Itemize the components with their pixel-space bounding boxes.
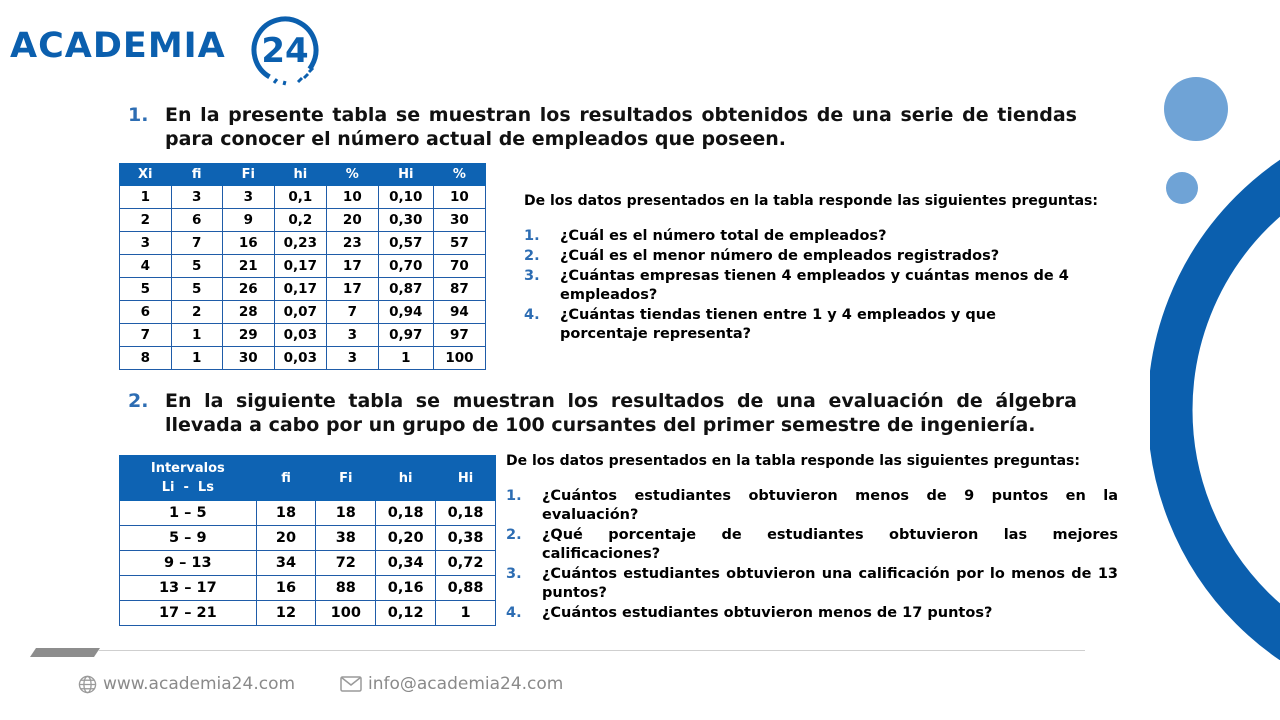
table-row: [120, 301, 486, 324]
employees-frequency-table: [119, 163, 486, 370]
table-cell: 8: [120, 347, 172, 370]
table-cell: 1: [436, 601, 496, 626]
table-row: [120, 324, 486, 347]
table-cell: 94: [433, 301, 485, 324]
table-row: [120, 601, 496, 626]
table-cell: 0,03: [274, 347, 326, 370]
decorative-circles: [1150, 60, 1280, 660]
header-cell: fi: [256, 456, 316, 501]
list-item-text: ¿Cuántas empresas tienen 4 empleados y cuántas menos de 4 empleados?: [560, 268, 1069, 303]
table-cell: 17: [326, 278, 378, 301]
header-cell: Fi: [316, 456, 376, 501]
list-item-number: 2.: [506, 527, 522, 543]
footer-email[interactable]: [340, 674, 563, 694]
list-item-text: ¿Cuántos estudiantes obtuvieron una calificación por lo menos de 13 puntos?: [542, 566, 1118, 601]
table-cell: 3: [326, 324, 378, 347]
academia24-logo: [10, 12, 330, 92]
large-blue-arc: [1170, 130, 1280, 660]
table-cell: 21: [222, 255, 274, 278]
table-cell: 1: [171, 347, 222, 370]
question-2-subquestions: [506, 453, 1118, 623]
list-item-text: ¿Cuántos estudiantes obtuvieron menos de 17 puntos?: [542, 605, 993, 621]
logo-number: 24: [261, 31, 309, 71]
table-cell: 0,87: [378, 278, 433, 301]
table-cell: 0,20: [376, 526, 436, 551]
table-cell: 18: [316, 501, 376, 526]
table-cell: 0,38: [436, 526, 496, 551]
table-row: [120, 232, 486, 255]
table-cell: 0,57: [378, 232, 433, 255]
large-light-circle: [1164, 77, 1228, 141]
table-cell: 38: [316, 526, 376, 551]
list-item-number: 4.: [524, 307, 540, 323]
table-row: [120, 186, 486, 209]
header-cell: Hi: [378, 164, 433, 186]
table-cell: 5: [120, 278, 172, 301]
table-cell: 10: [326, 186, 378, 209]
footer-website[interactable]: [78, 674, 295, 694]
table-cell: 88: [316, 576, 376, 601]
table-cell: 7: [171, 232, 222, 255]
table-cell: 9: [222, 209, 274, 232]
table-cell: 13 – 17: [120, 576, 257, 601]
header-cell: %: [326, 164, 378, 186]
table-cell: 0,88: [436, 576, 496, 601]
table-cell: 7: [120, 324, 172, 347]
list-item-number: 3.: [524, 268, 540, 284]
table-cell: 0,17: [274, 255, 326, 278]
logo-24-badge: [240, 12, 330, 92]
header-cell: Hi: [436, 456, 496, 501]
table-cell: 0,12: [376, 601, 436, 626]
list-item-text: ¿Cuántas tiendas tienen entre 1 y 4 empleados y que porcentaje representa?: [560, 307, 996, 342]
algebra-scores-table: [119, 455, 496, 626]
question-1-text: En la presente tabla se muestran los resultados obtenidos de una serie de tiendas para conocer el número actual de empleados que poseen.: [165, 104, 1077, 150]
table-cell: 7: [326, 301, 378, 324]
table-cell: 2: [120, 209, 172, 232]
list-item: [506, 604, 1118, 623]
question-2-list: [506, 487, 1118, 623]
header-intervals-line1: Intervalos: [150, 461, 225, 476]
table-cell: 0,70: [378, 255, 433, 278]
table-cell: 28: [222, 301, 274, 324]
question-2-intro: De los datos presentados en la tabla responde las siguientes preguntas:: [506, 453, 1080, 469]
list-item-number: 3.: [506, 566, 522, 582]
list-item: [506, 526, 1118, 564]
footer-divider: [98, 650, 1085, 651]
list-item-text: ¿Cuál es el menor número de empleados registrados?: [560, 248, 1000, 264]
globe-icon: [78, 675, 97, 694]
question-1-list: [524, 227, 1084, 344]
logo-wordmark: ACADEMIA: [10, 26, 226, 66]
table-cell: 1: [120, 186, 172, 209]
table-cell: 30: [433, 209, 485, 232]
table-cell: 0,97: [378, 324, 433, 347]
table-cell: 5: [171, 255, 222, 278]
table-cell: 34: [256, 551, 316, 576]
table-cell: 0,18: [376, 501, 436, 526]
table-cell: 5: [171, 278, 222, 301]
list-item-number: 1.: [506, 488, 522, 504]
table-cell: 0,2: [274, 209, 326, 232]
table-row: [120, 501, 496, 526]
table-cell: 20: [326, 209, 378, 232]
table-cell: 100: [316, 601, 376, 626]
table-cell: 3: [171, 186, 222, 209]
table-cell: 20: [256, 526, 316, 551]
list-item: [524, 306, 1084, 344]
table-row: [120, 209, 486, 232]
table-cell: 0,30: [378, 209, 433, 232]
table-cell: 6: [120, 301, 172, 324]
table-cell: 3: [120, 232, 172, 255]
table-cell: 0,34: [376, 551, 436, 576]
table-cell: 3: [222, 186, 274, 209]
table-row: [120, 278, 486, 301]
table-row: [120, 347, 486, 370]
list-item: [506, 487, 1118, 525]
table-row: [120, 576, 496, 601]
list-item-number: 4.: [506, 605, 522, 621]
table-cell: 97: [433, 324, 485, 347]
table-cell: 0,23: [274, 232, 326, 255]
header-cell: hi: [274, 164, 326, 186]
question-1-intro: De los datos presentados en la tabla responde las siguientes preguntas:: [524, 193, 1098, 209]
table-cell: 100: [433, 347, 485, 370]
website-text[interactable]: www.academia24.com: [103, 674, 296, 694]
table-cell: 12: [256, 601, 316, 626]
email-text[interactable]: info@academia24.com: [368, 674, 564, 694]
table-row: [120, 526, 496, 551]
list-item-number: 1.: [524, 228, 540, 244]
table-cell: 1: [378, 347, 433, 370]
table-cell: 0,10: [378, 186, 433, 209]
question-2-number: 2.: [128, 390, 149, 412]
table-cell: 30: [222, 347, 274, 370]
table-cell: 0,03: [274, 324, 326, 347]
table-cell: 70: [433, 255, 485, 278]
list-item: [524, 267, 1084, 305]
list-item-number: 2.: [524, 248, 540, 264]
table-cell: 16: [256, 576, 316, 601]
table-cell: 9 – 13: [120, 551, 257, 576]
list-item-text: ¿Cuál es el número total de empleados?: [560, 228, 887, 244]
list-item-text: ¿Qué porcentaje de estudiantes obtuvieron las mejores calificaciones?: [542, 527, 1118, 562]
table-cell: 0,72: [436, 551, 496, 576]
header-cell: hi: [376, 456, 436, 501]
header-cell: fi: [171, 164, 222, 186]
header-intervals-line2: Li - Ls: [161, 480, 214, 495]
header-cell: %: [433, 164, 485, 186]
table-cell: 5 – 9: [120, 526, 257, 551]
list-item: [524, 227, 1084, 246]
list-item: [524, 247, 1084, 266]
table-cell: 16: [222, 232, 274, 255]
mail-icon: [340, 676, 362, 692]
table-cell: 0,17: [274, 278, 326, 301]
table-cell: 57: [433, 232, 485, 255]
table-cell: 72: [316, 551, 376, 576]
table-cell: 6: [171, 209, 222, 232]
table-cell: 10: [433, 186, 485, 209]
table-cell: 23: [326, 232, 378, 255]
table-cell: 2: [171, 301, 222, 324]
header-cell: Xi: [120, 164, 172, 186]
table-cell: 0,1: [274, 186, 326, 209]
table-cell: 4: [120, 255, 172, 278]
table-cell: 0,94: [378, 301, 433, 324]
table-cell: 18: [256, 501, 316, 526]
table-header-row: [120, 164, 486, 186]
table-cell: 0,18: [436, 501, 496, 526]
table-cell: 1: [171, 324, 222, 347]
small-light-circle: [1166, 172, 1198, 204]
footer-accent-bar: [30, 648, 100, 657]
table-cell: 0,07: [274, 301, 326, 324]
table-cell: 26: [222, 278, 274, 301]
question-1-subquestions: [524, 193, 1124, 344]
table-cell: 29: [222, 324, 274, 347]
table-cell: 87: [433, 278, 485, 301]
question-2-text: En la siguiente tabla se muestran los resultados de una evaluación de álgebra llevada a cabo por un grupo de 100 cursantes del primer semestre de ingeniería.: [165, 390, 1077, 436]
table-cell: 3: [326, 347, 378, 370]
table-cell: 17 – 21: [120, 601, 257, 626]
list-item: [506, 565, 1118, 603]
table-row: [120, 551, 496, 576]
table-row: [120, 255, 486, 278]
header-cell: Fi: [222, 164, 274, 186]
list-item-text: ¿Cuántos estudiantes obtuvieron menos de 9 puntos en la evaluación?: [542, 488, 1118, 523]
question-1-number: 1.: [128, 104, 149, 126]
table-cell: 0,16: [376, 576, 436, 601]
table-cell: 1 – 5: [120, 501, 257, 526]
header-intervals: [120, 456, 257, 501]
table-header-row: [120, 456, 496, 501]
table-cell: 17: [326, 255, 378, 278]
